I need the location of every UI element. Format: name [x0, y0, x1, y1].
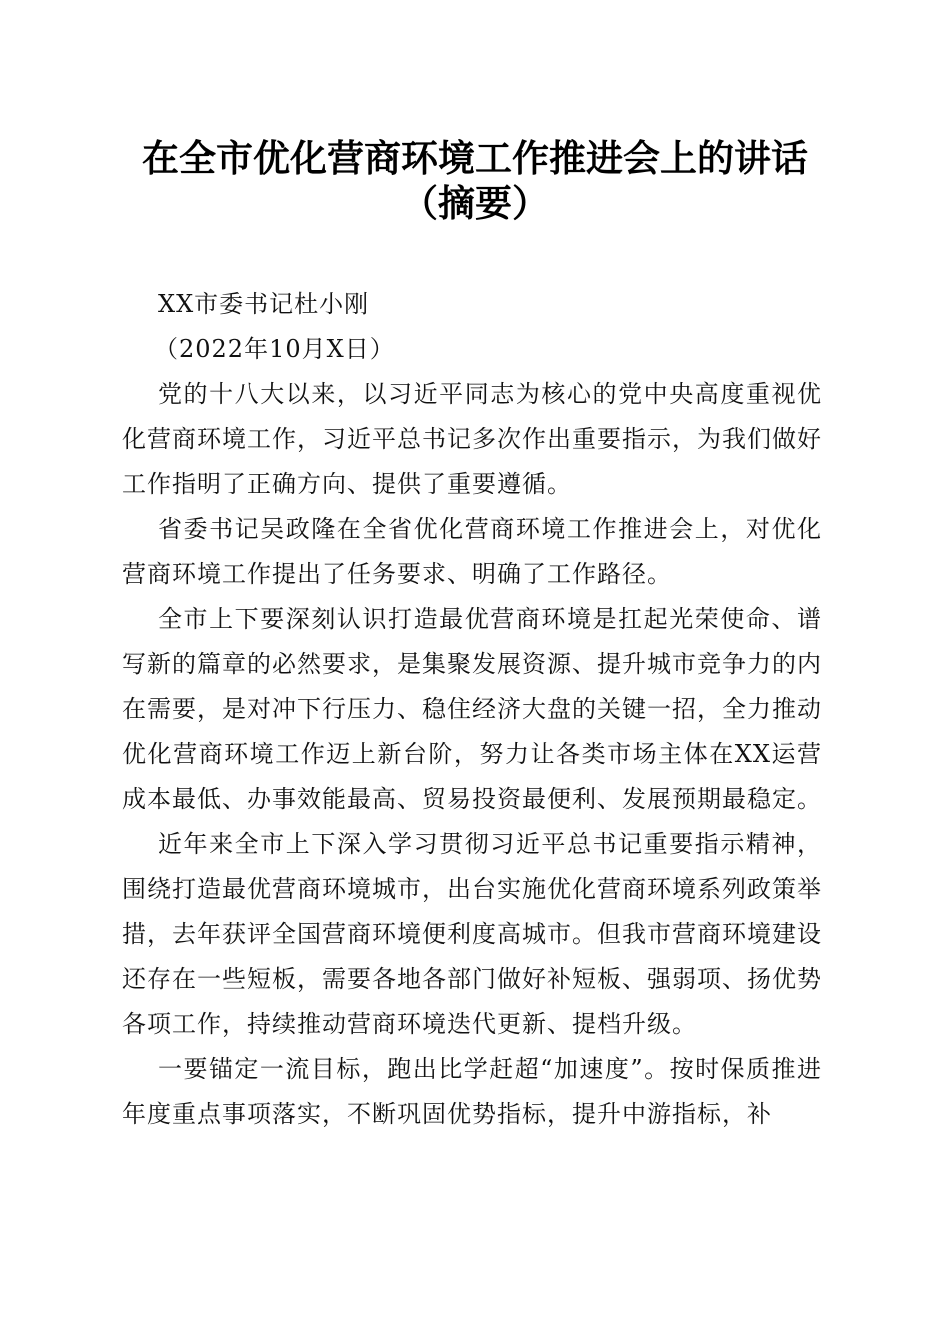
document-title: 在全市优化营商环境工作推进会上的讲话（摘要）	[142, 136, 808, 225]
speaker-line: XX市委书记杜小刚	[158, 290, 370, 318]
date-line: （2022年10月X日）	[154, 335, 395, 363]
paragraph-1: 党的十八大以来，以习近平同志为核心的党中央高度重视优化营商环境工作，习近平总书记多次作出重要指示，为我们做好工作指明了正确方向、提供了重要遵循。	[122, 380, 822, 498]
document-body	[122, 282, 822, 1137]
paragraph-2: 省委书记吴政隆在全省优化营商环境工作推进会上，对优化营商环境工作提出了任务要求、明确了工作路径。	[122, 515, 822, 588]
paragraph-5: 一要锚定一流目标，跑出比学赶超“加速度”。按时保质推进年度重点事项落实，不断巩固优势指标，提升中游指标，补	[122, 1055, 822, 1128]
paragraph-3: 全市上下要深刻认识打造最优营商环境是扛起光荣使命、谱写新的篇章的必然要求，是集聚发展资源、提升城市竞争力的内在需要，是对冲下行压力、稳住经济大盘的关键一招，全力推动优化营商环境工作迈上新台阶，努力让各类市场主体在XX运营成本最低、办事效能最高、贸易投资最便利、发展预期最稳定。	[122, 605, 822, 813]
paragraph-4: 近年来全市上下深入学习贯彻习近平总书记重要指示精神，围绕打造最优营商环境城市，出台实施优化营商环境系列政策举措，去年获评全国营商环境便利度高城市。但我市营商环境建设还存在一些短板，需要各地各部门做好补短板、强弱项、扬优势各项工作，持续推动营商环境迭代更新、提档升级。	[122, 830, 822, 1038]
